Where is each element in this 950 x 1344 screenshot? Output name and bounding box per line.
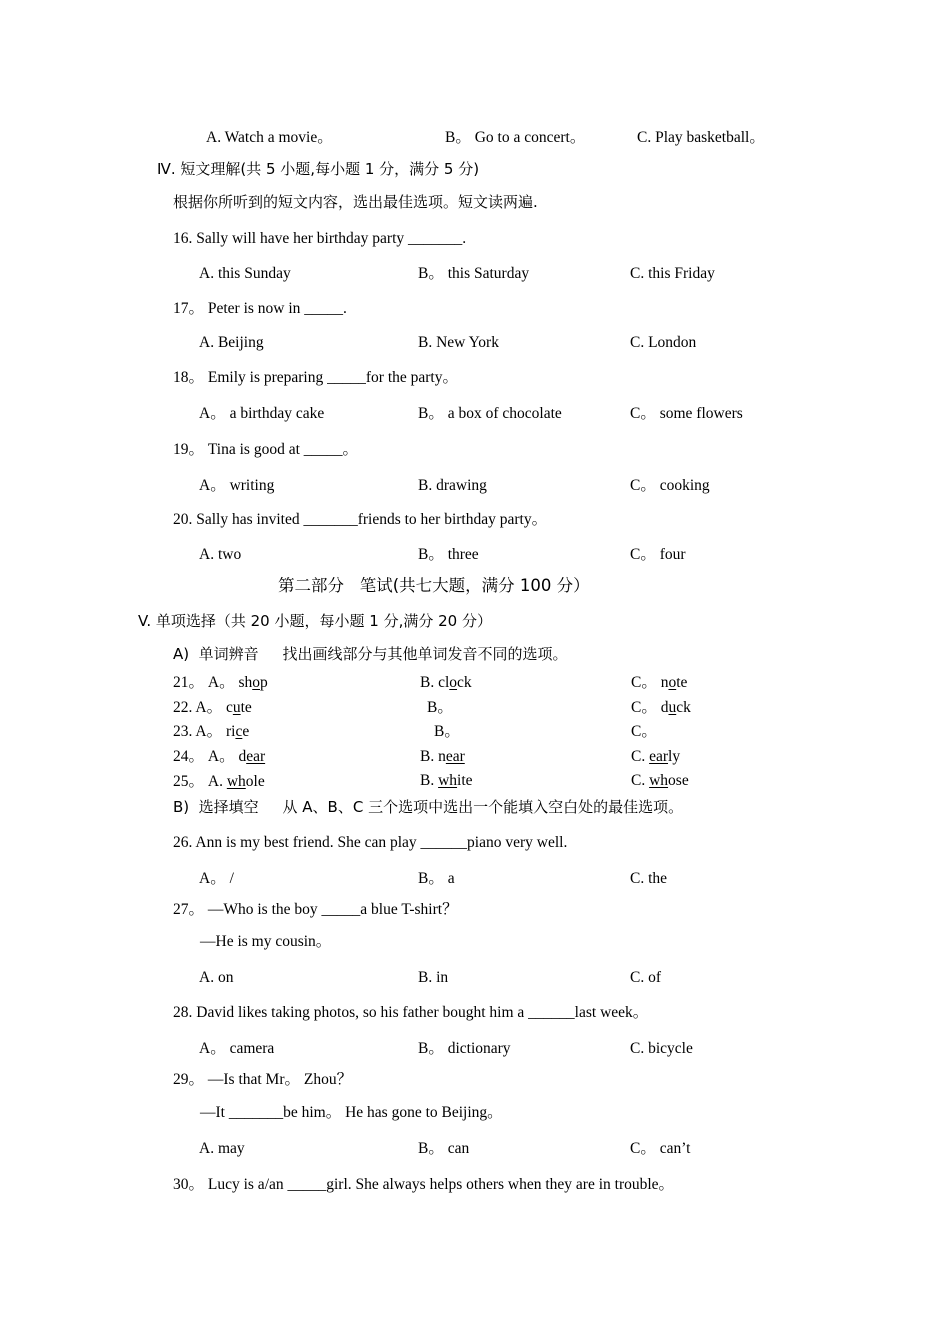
q29-option-b: B。 can (418, 1140, 470, 1157)
section5-part-b-instruction: B) 选择填空 从 A、B、C 三个选项中选出一个能填入空白处的最佳选项。 (173, 798, 684, 816)
question-26: 26. Ann is my best friend. She can play ______piano very well. (173, 834, 568, 851)
question-27-reply: —He is my cousin。 (200, 933, 332, 950)
question-22: 22. A。 cute (173, 699, 252, 716)
q17-option-c: C. London (630, 334, 697, 351)
question-30: 30。 Lucy is a/an _____girl. She always helps others when they are in trouble。 (173, 1176, 675, 1193)
q24-option-b: B. near (420, 748, 465, 765)
question-24: 24。 A。 dear (173, 748, 266, 765)
q15-option-b: B。 Go to a concert。 (445, 129, 586, 146)
q18-option-c: C。 some flowers (630, 405, 743, 422)
q17-option-a: A. Beijing (199, 334, 264, 351)
question-25: 25。 A. whole (173, 773, 265, 790)
question-29-reply: —It _______be him。 He has gone to Beijing。 (200, 1104, 503, 1121)
section4-title: Ⅳ. 短文理解(共 5 小题,每小题 1 分，满分 5 分) (157, 160, 480, 178)
question-29: 29。 —Is that Mr。 Zhou？ (173, 1071, 353, 1088)
q18-option-a: A。 a birthday cake (199, 405, 325, 422)
q19-option-b: B. drawing (418, 477, 487, 494)
q20-option-b: B。 three (418, 546, 479, 563)
q24-option-c: C. early (631, 748, 681, 765)
q20-option-c: C。 four (630, 546, 686, 563)
q22-option-c: C。 duck (631, 699, 691, 716)
q29-option-a: A. may (199, 1140, 245, 1157)
q21-option-c: C。 note (631, 674, 688, 691)
section5-part-a-instruction: A) 单词辨音 找出画线部分与其他单词发音不同的选项。 (173, 645, 568, 663)
q18-option-b: B。 a box of chocolate (418, 405, 562, 422)
question-21: 21。 A。 shop (173, 674, 268, 691)
q27-option-c: C. of (630, 969, 661, 986)
q16-option-a: A. this Sunday (199, 265, 291, 282)
q23-option-b: B。 (434, 723, 460, 740)
q26-option-a: A。 / (199, 870, 234, 887)
q25-option-c: C. whose (631, 772, 689, 789)
q15-option-a: A. Watch a movie。 (206, 129, 333, 146)
question-28: 28. David likes taking photos, so his father bought him a ______last week。 (173, 1004, 649, 1021)
q29-option-c: C。 can’t (630, 1140, 691, 1157)
q20-option-a: A. two (199, 546, 242, 563)
question-27: 27。 —Who is the boy _____a blue T-shirt？ (173, 901, 458, 918)
q25-option-b: B. white (420, 772, 473, 789)
section4-instruction: 根据你所听到的短文内容，选出最佳选项。短文读两遍. (173, 193, 538, 211)
q19-option-c: C。 cooking (630, 477, 710, 494)
question-20: 20. Sally has invited _______friends to her birthday party。 (173, 511, 548, 528)
section5-title: V. 单项选择（共 20 小题，每小题 1 分,满分 20 分） (138, 612, 492, 630)
question-16: 16. Sally will have her birthday party _______. (173, 230, 467, 247)
q26-option-b: B。 a (418, 870, 455, 887)
q23-option-c: C。 (631, 723, 657, 740)
q15-option-c: C. Play basketball。 (637, 129, 765, 146)
question-18: 18。 Emily is preparing _____for the party。 (173, 369, 458, 386)
q16-option-c: C. this Friday (630, 265, 715, 282)
q22-option-b: B。 (427, 699, 453, 716)
question-19: 19。 Tina is good at _____。 (173, 441, 359, 458)
q27-option-b: B. in (418, 969, 449, 986)
q28-option-b: B。 dictionary (418, 1040, 511, 1057)
part2-heading: 第二部分 笔试(共七大题，满分 100 分） (278, 576, 590, 595)
q28-option-a: A。 camera (199, 1040, 275, 1057)
q27-option-a: A. on (199, 969, 234, 986)
q19-option-a: A。 writing (199, 477, 275, 494)
question-23: 23. A。 rice (173, 723, 250, 740)
question-17: 17。 Peter is now in _____. (173, 300, 347, 317)
q17-option-b: B. New York (418, 334, 499, 351)
q21-option-b: B. clock (420, 674, 472, 691)
q28-option-c: C. bicycle (630, 1040, 693, 1057)
q26-option-c: C. the (630, 870, 668, 887)
q16-option-b: B。 this Saturday (418, 265, 530, 282)
